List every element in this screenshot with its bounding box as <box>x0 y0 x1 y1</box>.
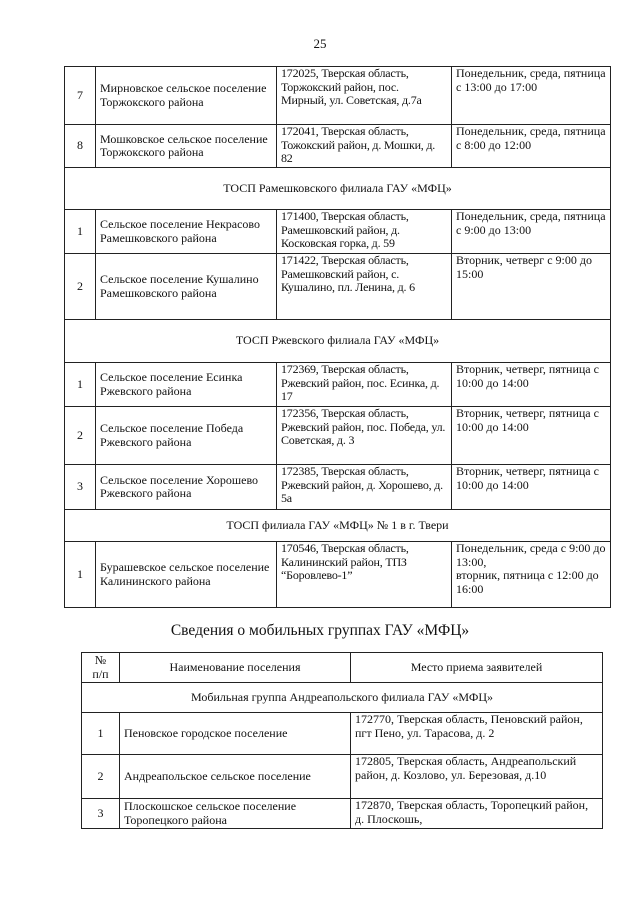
row-number: 3 <box>65 465 96 510</box>
row-number: 2 <box>82 755 120 799</box>
row-number: 1 <box>65 363 96 407</box>
row-number: 8 <box>65 125 96 168</box>
table-row <box>65 125 611 168</box>
settlement-name: Сельское поселение Некрасово Рамешковского района <box>96 210 277 254</box>
settlement-name: Бурашевское сельское поселение Калининского района <box>96 542 277 608</box>
group-label: Мобильная группа Андреапольского филиала ГАУ «МФЦ» <box>82 683 603 713</box>
settlement-name: Пеновское городское поселение <box>120 713 351 755</box>
address: 172369, Тверская область, Ржевский район, пос. Есинка, д. 17 <box>277 363 452 407</box>
row-number: 1 <box>82 713 120 755</box>
table-row <box>65 363 611 407</box>
working-hours: Вторник, четверг, пятница с 10:00 до 14:00 <box>452 363 611 407</box>
table-row <box>65 67 611 125</box>
row-number: 1 <box>65 542 96 608</box>
settlement-name: Сельское поселение Победа Ржевского района <box>96 407 277 465</box>
settlement-name: Мошковское сельское поселение Торжокского района <box>96 125 277 168</box>
section-row <box>65 510 611 542</box>
working-hours: Понедельник, среда, пятница с 13:00 до 17:00 <box>452 67 611 125</box>
working-hours: Вторник, четверг с 9:00 до 15:00 <box>452 254 611 320</box>
working-hours: Понедельник, среда с 9:00 до 13:00, вторник, пятница с 12:00 до 16:00 <box>452 542 611 608</box>
table-row <box>65 542 611 608</box>
address: 172025, Тверская область, Торжокский район, пос. Мирный, ул. Советская, д.7а <box>277 67 452 125</box>
settlement-name: Сельское поселение Хорошево Ржевского района <box>96 465 277 510</box>
section-label: ТОСП филиала ГАУ «МФЦ» № 1 в г. Твери <box>65 510 611 542</box>
header-num: № п/п <box>82 653 120 683</box>
address: 171422, Тверская область, Рамешковский район, с. Кушалино, пл. Ленина, д. 6 <box>277 254 452 320</box>
section-row <box>65 320 611 363</box>
settlement-name: Сельское поселение Есинка Ржевского района <box>96 363 277 407</box>
group-row <box>82 683 603 713</box>
section-row <box>65 168 611 210</box>
working-hours: Понедельник, среда, пятница с 9:00 до 13:00 <box>452 210 611 254</box>
row-number: 2 <box>65 407 96 465</box>
table-row <box>82 799 603 829</box>
header-name: Наименование поселения <box>120 653 351 683</box>
reception-place: 172805, Тверская область, Андреапольский район, д. Козлово, ул. Березовая, д.10 <box>351 755 603 799</box>
branches-table <box>64 66 611 608</box>
reception-place: 172770, Тверская область, Пеновский район, пгт Пено, ул. Тарасова, д. 2 <box>351 713 603 755</box>
working-hours: Вторник, четверг, пятница с 10:00 до 14:00 <box>452 407 611 465</box>
table-row <box>65 254 611 320</box>
table-row <box>65 465 611 510</box>
section-label: ТОСП Рамешковского филиала ГАУ «МФЦ» <box>65 168 611 210</box>
mobile-groups-title: Сведения о мобильных группах ГАУ «МФЦ» <box>170 622 470 639</box>
working-hours: Понедельник, среда, пятница с 8:00 до 12:00 <box>452 125 611 168</box>
section-label: ТОСП Ржевского филиала ГАУ «МФЦ» <box>65 320 611 363</box>
reception-place: 172870, Тверская область, Торопецкий район, д. Плоскошь, <box>351 799 603 829</box>
table-row <box>65 407 611 465</box>
working-hours: Вторник, четверг, пятница с 10:00 до 14:00 <box>452 465 611 510</box>
page-number: 25 <box>313 36 327 51</box>
header-row <box>82 653 603 683</box>
address: 170546, Тверская область, Калининский район, ТПЗ “Боровлево-1” <box>277 542 452 608</box>
mobile-groups-table <box>81 652 603 829</box>
address: 172356, Тверская область, Ржевский район, пос. Победа, ул. Советская, д. 3 <box>277 407 452 465</box>
address: 171400, Тверская область, Рамешковский район, д. Косковская горка, д. 59 <box>277 210 452 254</box>
settlement-name: Андреапольское сельское поселение <box>120 755 351 799</box>
settlement-name: Плоскошское сельское поселение Торопецкого района <box>120 799 351 829</box>
row-number: 1 <box>65 210 96 254</box>
settlement-name: Мирновское сельское поселение Торжокского района <box>96 67 277 125</box>
settlement-name: Сельское поселение Кушалино Рамешковского района <box>96 254 277 320</box>
table-row <box>65 210 611 254</box>
header-place: Место приема заявителей <box>351 653 603 683</box>
address: 172385, Тверская область, Ржевский район, д. Хорошево, д. 5а <box>277 465 452 510</box>
table-row <box>82 713 603 755</box>
table-row <box>82 755 603 799</box>
row-number: 7 <box>65 67 96 125</box>
row-number: 2 <box>65 254 96 320</box>
address: 172041, Тверская область, Тожокский район, д. Мошки, д. 82 <box>277 125 452 168</box>
row-number: 3 <box>82 799 120 829</box>
